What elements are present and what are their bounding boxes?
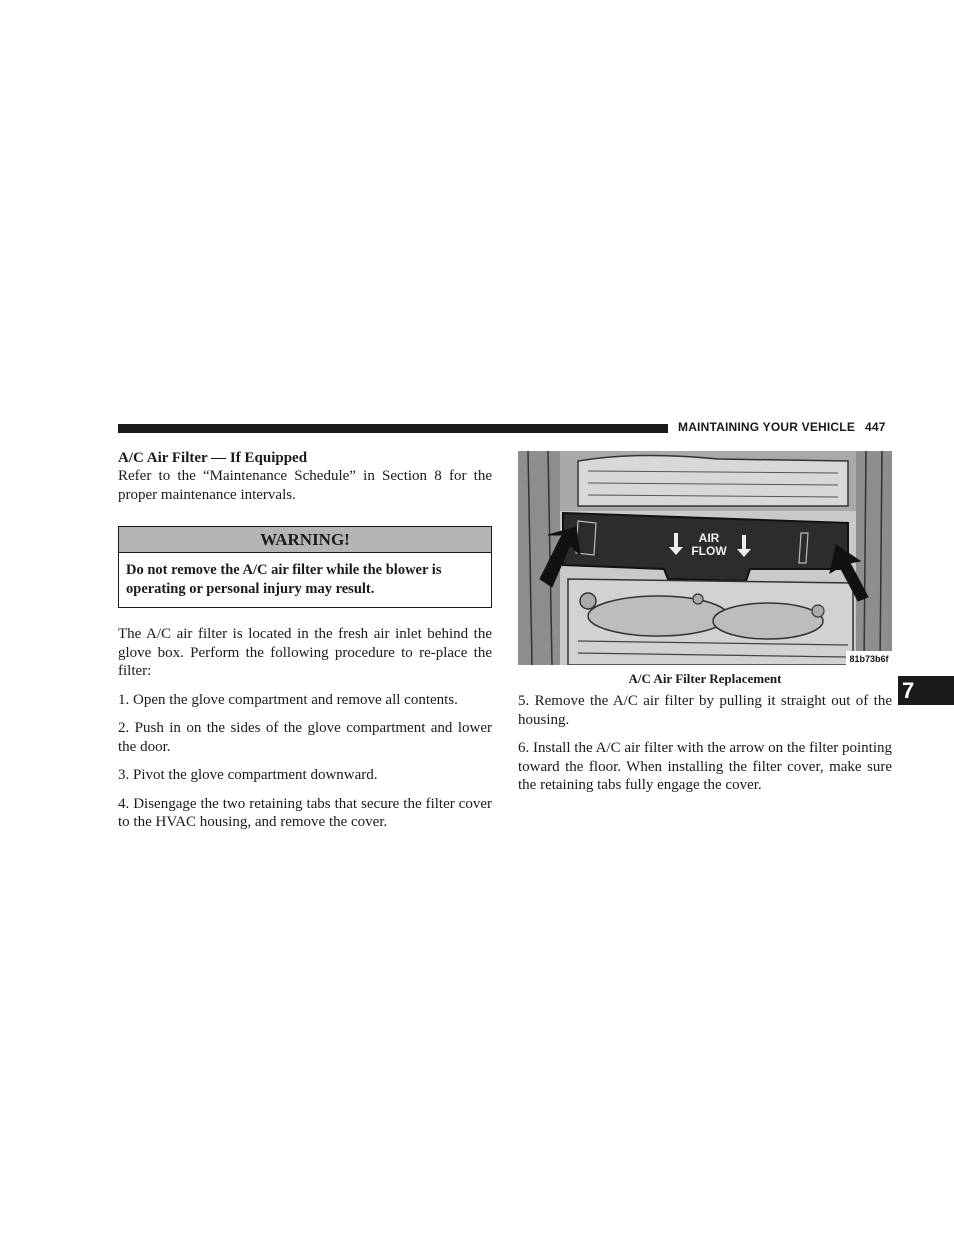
right-column [518, 451, 892, 805]
ac-filter-illustration [518, 451, 892, 665]
header-section-title: MAINTAINING YOUR VEHICLE [678, 420, 856, 434]
intro-paragraph: Refer to the “Maintenance Schedule” in Section 8 for the proper maintenance intervals. [118, 468, 492, 503]
step-5: 5. Remove the A/C air filter by pulling it straight out of the housing. [518, 693, 892, 728]
step-1: 1. Open the glove compartment and remove all contents. [118, 691, 458, 708]
air-label-line1: AIR [698, 531, 720, 545]
warning-box [118, 526, 492, 608]
step-6: 6. Install the A/C air filter with the arrow on the filter pointing toward the floor. When installing the filter cover, make sure the retaining tabs fully engage the cover. [518, 740, 892, 793]
figure-caption: A/C Air Filter Replacement [628, 671, 782, 686]
left-column [118, 449, 492, 842]
chapter-tab: 7 [898, 676, 954, 705]
warning-text: Do not remove the A/C air filter while the blower is operating or personal injury may result. [126, 562, 442, 597]
page-number: 447 [865, 420, 886, 434]
warning-heading: WARNING! [119, 527, 491, 553]
step-3: 3. Pivot the glove compartment downward. [118, 767, 378, 783]
step-2: 2. Push in on the sides of the glove compartment and lower the door. [118, 720, 492, 755]
location-paragraph: The A/C air filter is located in the fresh air inlet behind the glove box. Perform the following procedure to re-place the filter: [118, 626, 492, 679]
running-header [678, 420, 892, 434]
header-rule [118, 424, 668, 433]
section-heading: A/C Air Filter — If Equipped [118, 450, 308, 466]
air-label-line2: FLOW [691, 544, 727, 558]
step-4: 4. Disengage the two retaining tabs that secure the filter cover to the HVAC housing, and remove the cover. [118, 795, 492, 830]
figure-code: 81b73b6f [849, 654, 889, 664]
